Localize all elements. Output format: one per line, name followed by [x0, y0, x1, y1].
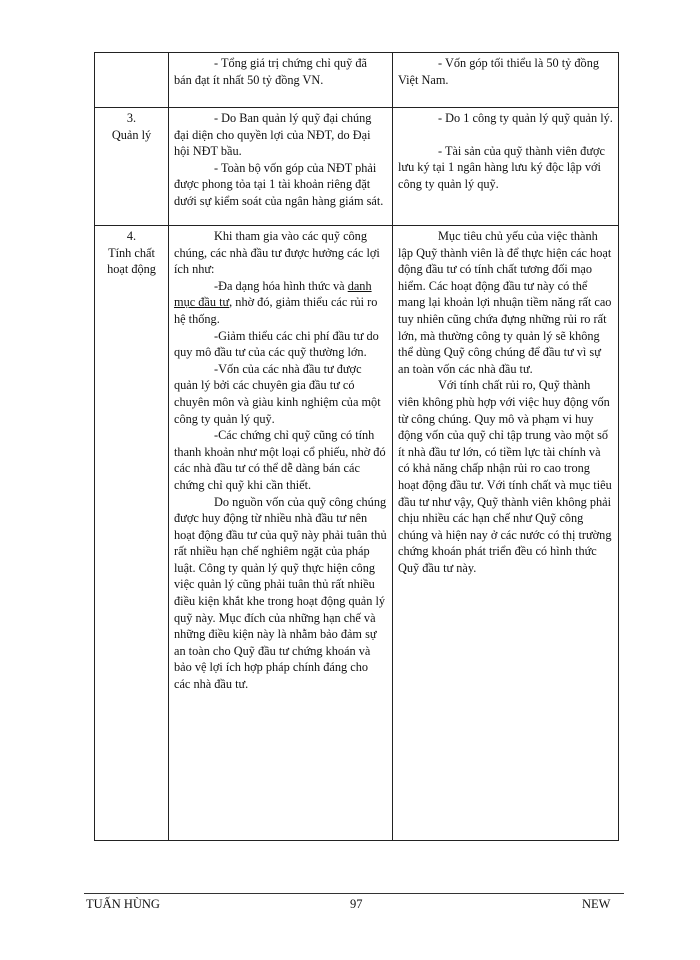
cell-paragraph: -Các chứng chỉ quỹ cũng có tính thanh khoản như một loại cổ phiếu, nhờ đó các nhà đầu tư có thể dễ dàng bán các chứng chỉ quỹ khi cần thiết. [174, 428, 386, 492]
cell-paragraph: Với tính chất rủi ro, Quỹ thành viên không phù hợp với việc huy động vốn từ công chúng. Quy mô và phạm vi huy động vốn của quỹ chỉ tập trung vào một số ít nhà đầu tư lớn, có tiềm lực tài chính và có khả năng chấp nhận rủi ro cao trong hoạt động đầu tư. Với tính chất và mục tiêu đầu tư như vậy, Quỹ thành viên không phải chịu nhiều các hạn chế như Quỹ công chúng và hiện nay ở các nước có thị trường chứng khoán phát triển đều có hình thức Quỹ đầu tư này. [398, 378, 612, 575]
page-number: 97 [350, 897, 363, 911]
cell-text: -Đa dạng hóa hình thức và [214, 278, 345, 293]
row-label: Tính chất hoạt động [107, 245, 156, 277]
comparison-table [94, 52, 619, 841]
row-number-cell [95, 226, 169, 841]
cell-paragraph: - Vốn góp tối thiểu là 50 tỷ đồng Việt Nam. [398, 56, 599, 87]
cell-paragraph: Mục tiêu chủ yếu của việc thành lập Quỹ thành viên là để thực hiện các hoạt động đầu tư có tính chất tương đối mạo hiểm. Các hoạt động đầu tư này có thể mang lại khoản lợi nhuận tiềm năng rất cao tuy nhiên cũng chứa đựng những rủi ro rất lớn, mà thường công ty quản lý sẽ không thể dùng Quỹ công chúng để đầu tư vì sự an toàn vốn các nhà đầu tư. [398, 229, 612, 376]
row-number: 3. [126, 111, 137, 125]
cell-paragraph: -Giảm thiểu các chi phí đầu tư do quy mô đầu tư của các quỹ thường lớn. [174, 328, 379, 360]
row-number-cell [95, 53, 169, 108]
row-number: 4. [126, 229, 137, 243]
member-fund-cell [393, 226, 619, 841]
public-fund-cell [169, 53, 393, 108]
underlined-term: danh mục đầu tư [174, 278, 372, 310]
cell-paragraph: - Toàn bộ vốn góp của NĐT phải được phong tỏa tại 1 tài khoản riêng đặt dưới sự kiểm soát của ngân hàng giám sát. [174, 160, 384, 208]
table-row [95, 108, 619, 226]
cell-text: , nhờ đó, giảm thiểu các rủi ro hệ thống. [174, 295, 378, 326]
row-number-cell [95, 108, 169, 226]
cell-paragraph: - Tổng giá trị chứng chỉ quỹ đã bán đạt ít nhất 50 tỷ đồng VN. [174, 56, 367, 87]
public-fund-cell [169, 226, 393, 841]
row-label: Quản lý [111, 127, 152, 142]
cell-paragraph: -Vốn của các nhà đầu tư được quản lý bởi các chuyên gia đầu tư có chuyên môn và giàu kinh nghiệm của một công ty quản lý quỹ. [174, 361, 381, 426]
footer-tag: NEW [582, 897, 611, 911]
cell-paragraph: Do nguồn vốn của quỹ công chúng được huy động từ nhiều nhà đầu tư nên hoạt động đầu tư của quỹ này phải tuân thủ rất nhiều hạn chế nghiêm ngặt của pháp luật. Công ty quản lý quỹ thực hiện công việc quản lý cũng phải tuân thủ rất nhiều điều kiện khắt khe trong hoạt động quản lý quỹ này. Mục đích của những hạn chế và những điều kiện này là nhằm bảo đảm sự an toàn cho Quỹ đầu tư chứng khoán và bảo vệ lợi ích hợp pháp chính đáng cho các nhà đầu tư. [174, 494, 387, 692]
cell-paragraph: Khi tham gia vào các quỹ công chúng, các nhà đầu tư được hưởng các lợi ích như: [174, 229, 380, 277]
member-fund-cell [393, 108, 619, 226]
cell-paragraph: - Tài sản của quỹ thành viên được lưu ký tại 1 ngân hàng lưu ký độc lập với công ty quản lý quỹ. [398, 143, 605, 191]
cell-paragraph [174, 278, 387, 328]
table-row [95, 226, 619, 841]
footer-author: TUẤN HÙNG [86, 897, 160, 911]
table-row [95, 53, 619, 108]
public-fund-cell [169, 108, 393, 226]
member-fund-cell [393, 53, 619, 108]
cell-paragraph: - Do Ban quản lý quỹ đại chúng đại diện cho quyền lợi của NĐT, do Đại hội NĐT bầu. [174, 111, 372, 159]
footer-divider [84, 893, 624, 894]
cell-paragraph: - Do 1 công ty quản lý quỹ quản lý. [438, 111, 613, 125]
